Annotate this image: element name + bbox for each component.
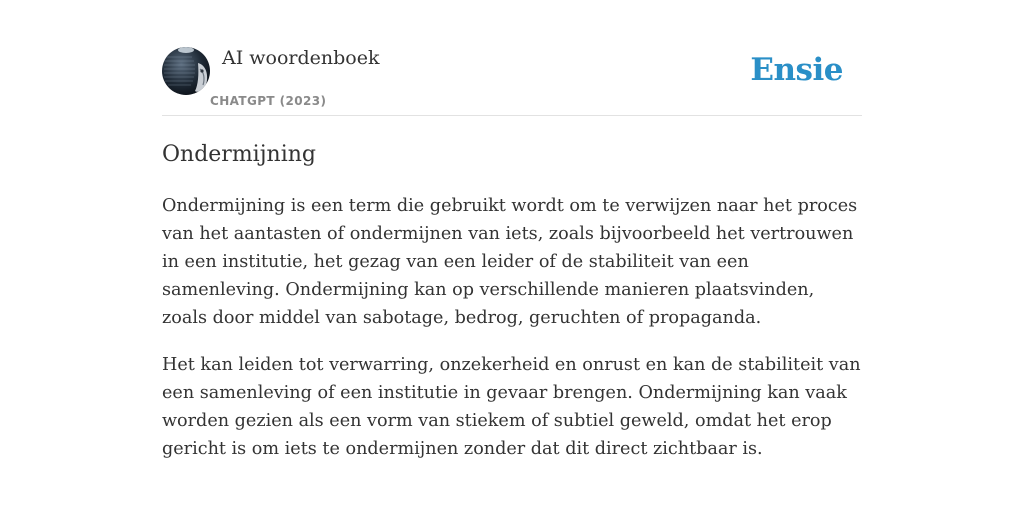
author-source: CHATGPT (2023) xyxy=(210,94,327,108)
robot-avatar-icon xyxy=(162,47,210,95)
definition-paragraph: Het kan leiden tot verwarring, onzekerheid en onrust en kan de stabiliteit van een samenleving of een institutie in gevaar brengen. Ondermijning kan vaak worden gezien als een vorm van stiekem of subtiel geweld, omdat het erop gericht is om iets te ondermijnen zonder dat dit direct zichtbaar is. xyxy=(162,355,861,459)
author-avatar[interactable] xyxy=(162,47,210,95)
definition-card xyxy=(162,0,862,512)
author-name[interactable]: AI woordenboek xyxy=(222,47,380,69)
entry-header xyxy=(162,46,862,116)
definition-paragraph: Ondermijning is een term die gebruikt wordt om te verwijzen naar het proces van het aantasten of ondermijnen van iets, zoals bijvoorbeeld het vertrouwen in een institutie, het gezag van een leider of de stabiliteit van een samenleving. Ondermijning kan op verschillende manieren plaatsvinden, zoals door middel van sabotage, bedrog, geruchten of propaganda. xyxy=(162,196,858,328)
entry-title: Ondermijning xyxy=(162,142,316,167)
header-divider xyxy=(162,115,862,116)
brand-logo[interactable]: Ensie xyxy=(750,52,843,88)
